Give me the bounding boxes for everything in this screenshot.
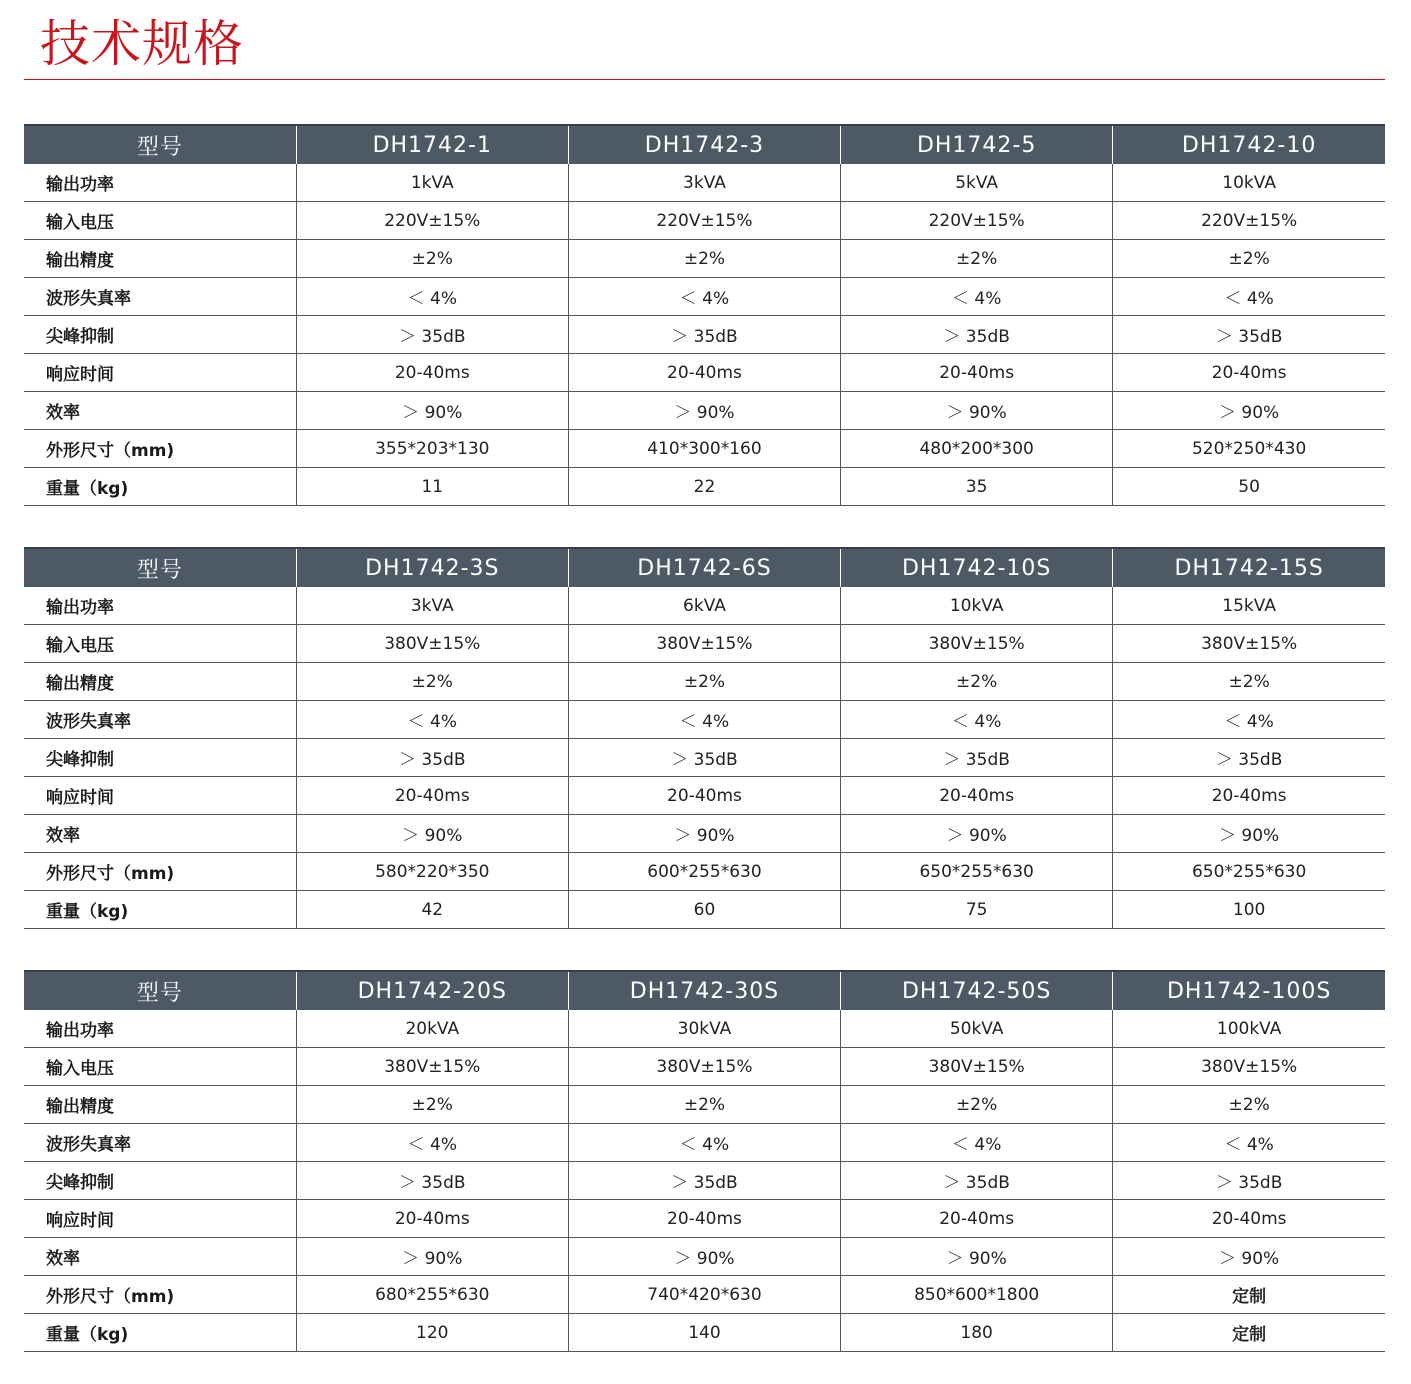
spec-value: ±2%: [568, 663, 840, 701]
table-row: [24, 1124, 1385, 1162]
table-row: [24, 164, 1385, 202]
spec-value: 380V±15%: [841, 1048, 1113, 1086]
spec-value: ＞ 90%: [841, 1238, 1113, 1276]
table-row: [24, 316, 1385, 354]
spec-value: 220V±15%: [296, 202, 568, 240]
row-label: 输出功率: [24, 164, 296, 202]
spec-value: 20-40ms: [841, 1200, 1113, 1238]
model-header: DH1742-100S: [1113, 971, 1385, 1010]
spec-value: ＜ 4%: [1113, 278, 1385, 316]
row-label: 重量（kg): [24, 468, 296, 506]
spec-value: 380V±15%: [568, 1048, 840, 1086]
spec-value: ＞ 90%: [841, 392, 1113, 430]
model-header: DH1742-10S: [841, 548, 1113, 587]
spec-value: 380V±15%: [296, 625, 568, 663]
row-label: 输入电压: [24, 1048, 296, 1086]
row-label: 输入电压: [24, 625, 296, 663]
spec-value: ±2%: [1113, 240, 1385, 278]
table-header-row: [24, 125, 1385, 164]
spec-value: ±2%: [296, 663, 568, 701]
model-header: DH1742-10: [1113, 125, 1385, 164]
table-row: [24, 1162, 1385, 1200]
table-row: [24, 354, 1385, 392]
spec-value: ＜ 4%: [296, 278, 568, 316]
spec-value: 20-40ms: [1113, 354, 1385, 392]
spec-value: 1kVA: [296, 164, 568, 202]
spec-value: 410*300*160: [568, 430, 840, 468]
row-label: 波形失真率: [24, 1124, 296, 1162]
spec-value: 100kVA: [1113, 1010, 1385, 1048]
spec-value: 20-40ms: [841, 354, 1113, 392]
spec-value: 600*255*630: [568, 853, 840, 891]
spec-value: ＜ 4%: [841, 278, 1113, 316]
table-row: [24, 853, 1385, 891]
header-label: 型号: [24, 125, 296, 164]
spec-value: ＞ 35dB: [296, 316, 568, 354]
table-row: [24, 815, 1385, 853]
spec-value: ＜ 4%: [1113, 701, 1385, 739]
spec-value: 380V±15%: [1113, 625, 1385, 663]
row-label: 波形失真率: [24, 278, 296, 316]
spec-value: 50: [1113, 468, 1385, 506]
spec-value: 380V±15%: [568, 625, 840, 663]
spec-table-1: [24, 124, 1385, 506]
row-label: 响应时间: [24, 1200, 296, 1238]
table-row: [24, 625, 1385, 663]
spec-value: 35: [841, 468, 1113, 506]
spec-value: ＞ 35dB: [568, 739, 840, 777]
spec-value: 15kVA: [1113, 587, 1385, 625]
table-row: [24, 278, 1385, 316]
spec-table-2: [24, 547, 1385, 929]
spec-value: 480*200*300: [841, 430, 1113, 468]
spec-value: ＞ 90%: [568, 815, 840, 853]
spec-value: 140: [568, 1314, 840, 1352]
spec-value: ＞ 90%: [568, 392, 840, 430]
spec-value: 220V±15%: [1113, 202, 1385, 240]
spec-value: ±2%: [1113, 663, 1385, 701]
spec-value: ＞ 35dB: [568, 316, 840, 354]
spec-value: 120: [296, 1314, 568, 1352]
model-header: DH1742-15S: [1113, 548, 1385, 587]
row-label: 波形失真率: [24, 701, 296, 739]
spec-value: 6kVA: [568, 587, 840, 625]
table-row: [24, 701, 1385, 739]
table-row: [24, 739, 1385, 777]
spec-value: 850*600*1800: [841, 1276, 1113, 1314]
table-row: [24, 392, 1385, 430]
table-header-row: [24, 971, 1385, 1010]
spec-value: 100: [1113, 891, 1385, 929]
spec-value: ＜ 4%: [841, 1124, 1113, 1162]
spec-value: 50kVA: [841, 1010, 1113, 1048]
spec-value: ＞ 90%: [296, 1238, 568, 1276]
spec-value: 20-40ms: [296, 1200, 568, 1238]
spec-value: 3kVA: [296, 587, 568, 625]
spec-value: ±2%: [1113, 1086, 1385, 1124]
spec-value: 220V±15%: [841, 202, 1113, 240]
table-row: [24, 468, 1385, 506]
row-label: 输出精度: [24, 240, 296, 278]
table-row: [24, 663, 1385, 701]
row-label: 输出精度: [24, 663, 296, 701]
row-label: 尖峰抑制: [24, 739, 296, 777]
row-label: 外形尺寸（mm): [24, 1276, 296, 1314]
spec-value: ＞ 90%: [1113, 815, 1385, 853]
spec-value: 75: [841, 891, 1113, 929]
spec-value: ±2%: [841, 1086, 1113, 1124]
spec-value: 380V±15%: [841, 625, 1113, 663]
header-label: 型号: [24, 548, 296, 587]
spec-value: ±2%: [296, 240, 568, 278]
row-label: 输入电压: [24, 202, 296, 240]
table-row: [24, 1086, 1385, 1124]
row-label: 输出功率: [24, 1010, 296, 1048]
row-label: 外形尺寸（mm): [24, 430, 296, 468]
spec-value: ＞ 35dB: [1113, 739, 1385, 777]
model-header: DH1742-50S: [841, 971, 1113, 1010]
spec-value: ±2%: [568, 1086, 840, 1124]
spec-value: 520*250*430: [1113, 430, 1385, 468]
table-row: [24, 240, 1385, 278]
spec-value: 定制: [1113, 1276, 1385, 1314]
model-header: DH1742-1: [296, 125, 568, 164]
table-row: [24, 202, 1385, 240]
table-row: [24, 1200, 1385, 1238]
spec-value: ＞ 90%: [841, 815, 1113, 853]
row-label: 响应时间: [24, 777, 296, 815]
spec-value: 20-40ms: [296, 354, 568, 392]
spec-value: 20-40ms: [841, 777, 1113, 815]
header-label: 型号: [24, 971, 296, 1010]
table-row: [24, 1010, 1385, 1048]
spec-value: 740*420*630: [568, 1276, 840, 1314]
table-row: [24, 430, 1385, 468]
spec-value: 20-40ms: [568, 354, 840, 392]
model-header: DH1742-30S: [568, 971, 840, 1010]
spec-value: ±2%: [841, 240, 1113, 278]
spec-value: ＞ 90%: [1113, 1238, 1385, 1276]
spec-value: ＜ 4%: [296, 1124, 568, 1162]
spec-value: ＞ 35dB: [1113, 1162, 1385, 1200]
title-divider: [24, 79, 1385, 80]
spec-value: ＞ 90%: [1113, 392, 1385, 430]
spec-value: ＜ 4%: [841, 701, 1113, 739]
spec-value: 180: [841, 1314, 1113, 1352]
spec-value: 20-40ms: [568, 777, 840, 815]
spec-value: ＞ 35dB: [841, 1162, 1113, 1200]
spec-value: 3kVA: [568, 164, 840, 202]
table-row: [24, 587, 1385, 625]
spec-value: ＞ 35dB: [568, 1162, 840, 1200]
spec-value: 680*255*630: [296, 1276, 568, 1314]
table-row: [24, 1314, 1385, 1352]
row-label: 尖峰抑制: [24, 316, 296, 354]
row-label: 重量（kg): [24, 1314, 296, 1352]
spec-value: 60: [568, 891, 840, 929]
spec-value: 定制: [1113, 1314, 1385, 1352]
model-header: DH1742-20S: [296, 971, 568, 1010]
page-title: 技术规格: [40, 15, 244, 73]
row-label: 效率: [24, 1238, 296, 1276]
table-row: [24, 891, 1385, 929]
spec-value: 20-40ms: [1113, 777, 1385, 815]
spec-value: 10kVA: [841, 587, 1113, 625]
row-label: 响应时间: [24, 354, 296, 392]
row-label: 重量（kg): [24, 891, 296, 929]
spec-value: ＞ 90%: [568, 1238, 840, 1276]
spec-value: 30kVA: [568, 1010, 840, 1048]
table-header-row: [24, 548, 1385, 587]
spec-value: ＞ 90%: [296, 392, 568, 430]
spec-value: ＞ 35dB: [1113, 316, 1385, 354]
spec-value: 20-40ms: [296, 777, 568, 815]
row-label: 效率: [24, 815, 296, 853]
model-header: DH1742-3S: [296, 548, 568, 587]
table-row: [24, 1276, 1385, 1314]
table-row: [24, 1048, 1385, 1086]
row-label: 效率: [24, 392, 296, 430]
row-label: 输出精度: [24, 1086, 296, 1124]
model-header: DH1742-6S: [568, 548, 840, 587]
spec-value: ＜ 4%: [568, 278, 840, 316]
spec-value: 22: [568, 468, 840, 506]
spec-value: ＞ 35dB: [841, 739, 1113, 777]
spec-value: 42: [296, 891, 568, 929]
row-label: 输出功率: [24, 587, 296, 625]
spec-value: 220V±15%: [568, 202, 840, 240]
spec-value: 580*220*350: [296, 853, 568, 891]
spec-value: 20-40ms: [568, 1200, 840, 1238]
spec-value: ＞ 90%: [296, 815, 568, 853]
model-header: DH1742-5: [841, 125, 1113, 164]
spec-value: 20kVA: [296, 1010, 568, 1048]
row-label: 外形尺寸（mm): [24, 853, 296, 891]
spec-value: ＜ 4%: [296, 701, 568, 739]
row-label: 尖峰抑制: [24, 1162, 296, 1200]
spec-value: ＞ 35dB: [296, 739, 568, 777]
spec-value: ＞ 35dB: [296, 1162, 568, 1200]
table-row: [24, 777, 1385, 815]
spec-value: 20-40ms: [1113, 1200, 1385, 1238]
table-row: [24, 1238, 1385, 1276]
spec-value: 355*203*130: [296, 430, 568, 468]
spec-value: ＜ 4%: [568, 1124, 840, 1162]
spec-value: ±2%: [841, 663, 1113, 701]
spec-value: ＜ 4%: [568, 701, 840, 739]
spec-value: ＜ 4%: [1113, 1124, 1385, 1162]
spec-value: 650*255*630: [1113, 853, 1385, 891]
spec-value: ±2%: [568, 240, 840, 278]
spec-value: 380V±15%: [296, 1048, 568, 1086]
spec-value: 650*255*630: [841, 853, 1113, 891]
spec-value: ＞ 35dB: [841, 316, 1113, 354]
spec-table-3: [24, 970, 1385, 1352]
model-header: DH1742-3: [568, 125, 840, 164]
spec-value: 380V±15%: [1113, 1048, 1385, 1086]
spec-value: 10kVA: [1113, 164, 1385, 202]
spec-value: 11: [296, 468, 568, 506]
spec-value: ±2%: [296, 1086, 568, 1124]
spec-value: 5kVA: [841, 164, 1113, 202]
